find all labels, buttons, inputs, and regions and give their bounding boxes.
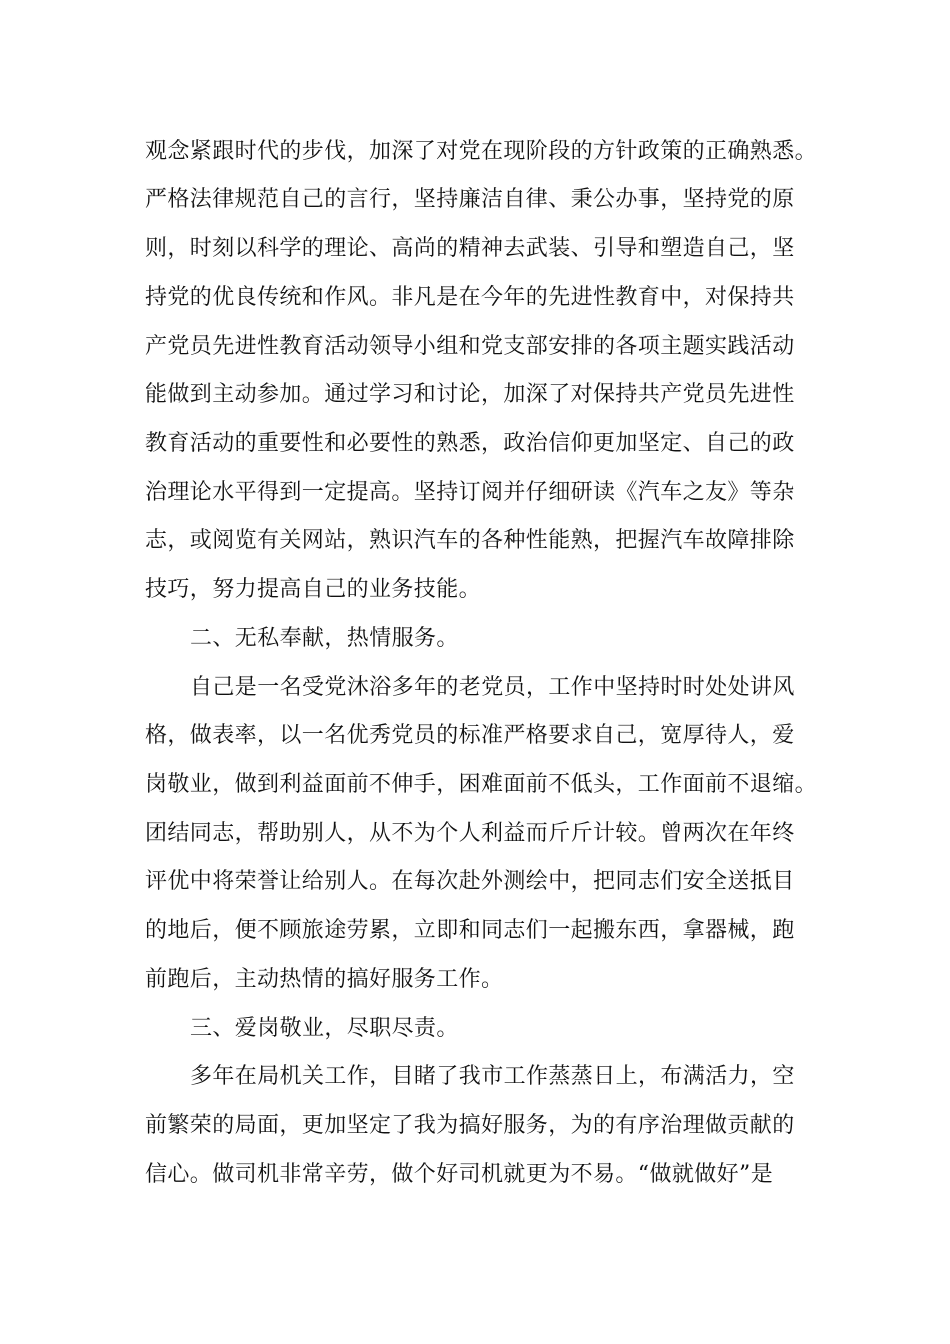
text-line: 前跑后，主动热情的搞好服务工作。 (145, 967, 504, 992)
text-line: 格，做表率，以一名优秀党员的标准严格要求自己，宽厚待人，爱 (145, 723, 795, 748)
text-line: 严格法律规范自己的言行，坚持廉洁自律、秉公办事，坚持党的原 (145, 187, 795, 212)
text-line: 能做到主动参加。通过学习和讨论，加深了对保持共产党员先进性 (145, 382, 795, 407)
section-heading: 三、爱岗敬业，尽职尽责。 (190, 1016, 459, 1041)
text-line: 持党的优良传统和作风。非凡是在今年的先进性教育中，对保持共 (145, 285, 795, 310)
text-line: 志，或阅览有关网站，熟识汽车的各种性能熟，把握汽车故障排除 (145, 528, 795, 553)
text-line: 评优中将荣誉让给别人。在每次赴外测绘中，把同志们安全送抵目 (145, 869, 795, 894)
text-line: 治理论水平得到一定提高。坚持订阅并仔细研读《汽车之友》等杂 (145, 480, 795, 505)
text-line: 则，时刻以科学的理论、高尚的精神去武装、引导和塑造自己，坚 (145, 236, 795, 261)
text-line: 前繁荣的局面，更加坚定了我为搞好服务，为的有序治理做贡献的 (145, 1113, 795, 1138)
text-line: 产党员先进性教育活动领导小组和党支部安排的各项主题实践活动 (145, 334, 795, 359)
text-line: 的地后，便不顾旅途劳累，立即和同志们一起搬东西，拿器械，跑 (145, 918, 795, 943)
text-line: 岗敬业，做到利益面前不伸手，困难面前不低头，工作面前不退缩。 (145, 772, 818, 797)
section-heading: 二、无私奉献，热情服务。 (190, 626, 459, 651)
paragraph-first-line: 多年在局机关工作，目睹了我市工作蒸蒸日上，布满活力，空 (190, 1064, 795, 1089)
text-line: 观念紧跟时代的步伐，加深了对党在现阶段的方针政策的正确熟悉。 (145, 139, 818, 164)
paragraph-first-line: 自己是一名受党沐浴多年的老党员，工作中坚持时时处处讲风 (190, 675, 795, 700)
text-line: 教育活动的重要性和必要性的熟悉，政治信仰更加坚定、自己的政 (145, 431, 795, 456)
text-line: 技巧，努力提高自己的业务技能。 (145, 577, 482, 602)
text-line: 团结同志，帮助别人，从不为个人利益而斤斤计较。曾两次在年终 (145, 821, 795, 846)
text-line: 信心。做司机非常辛劳，做个好司机就更为不易。“做就做好”是 (145, 1162, 774, 1187)
